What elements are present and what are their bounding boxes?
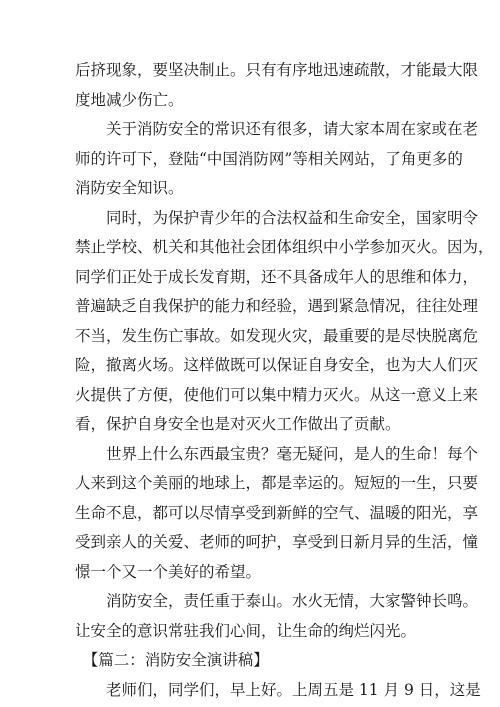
text-line: 不当，发生伤亡事故。如发现火灾，最重要的是尽快脱离危 (75, 327, 479, 345)
text-line: 老师们，同学们，早上好。上周五是 11 月 9 日，这是 (75, 681, 481, 699)
text-line: 消防安全知识。 (75, 179, 184, 197)
text-line: 憬一个又一个美好的希望。 (75, 563, 262, 581)
text-line: 关于消防安全的常识还有很多，请大家本周在家或在老 (75, 120, 479, 138)
text-line: 火提供了方便，使他们可以集中精力灭火。从这一意义上来 (75, 386, 479, 404)
text-line: 【篇二：消防安全演讲稿】 (75, 651, 269, 669)
text-line: 消防安全，责任重于泰山。水火无情，大家警钟长鸣。 (75, 592, 479, 610)
text-line: 同时，为保护青少年的合法权益和生命安全，国家明令 (75, 209, 479, 227)
text-line: 禁止学校、机关和其他社会团体组织中小学参加灭火。因为， (75, 238, 494, 256)
text-line: 人来到这个美丽的地球上，都是幸运的。短短的一生，只要 (75, 474, 479, 492)
text-line: 世界上什么东西最宝贵？毫无疑问，是人的生命！每个 (75, 445, 479, 463)
text-line: 后挤现象，要坚决制止。只有有序地迅速疏散，才能最大限 (75, 61, 479, 79)
text-line: 受到亲人的关爱、老师的呵护，享受到日新月异的生活，憧 (75, 533, 479, 551)
text-line: 师的许可下，登陆“中国消防网”等相关网站，了角更多的 (75, 150, 463, 168)
text-line: 险，撤离火场。这样做既可以保证自身安全，也为大人们灭 (75, 356, 479, 374)
text-line: 让安全的意识常驻我们心间，让生命的绚烂闪光。 (75, 622, 417, 640)
text-line: 度地减少伤亡。 (75, 91, 184, 109)
text-line: 普遍缺乏自我保护的能力和经验，遇到紧急情况，往往处理 (75, 297, 479, 315)
text-line: 同学们正处于成长发育期，还不具备成年人的思维和体力， (75, 268, 479, 286)
text-line: 生命不息，都可以尽情享受到新鲜的空气、温暖的阳光，享 (75, 504, 479, 522)
text-line: 看，保护自身安全也是对灭火工作做出了贡献。 (75, 415, 401, 433)
